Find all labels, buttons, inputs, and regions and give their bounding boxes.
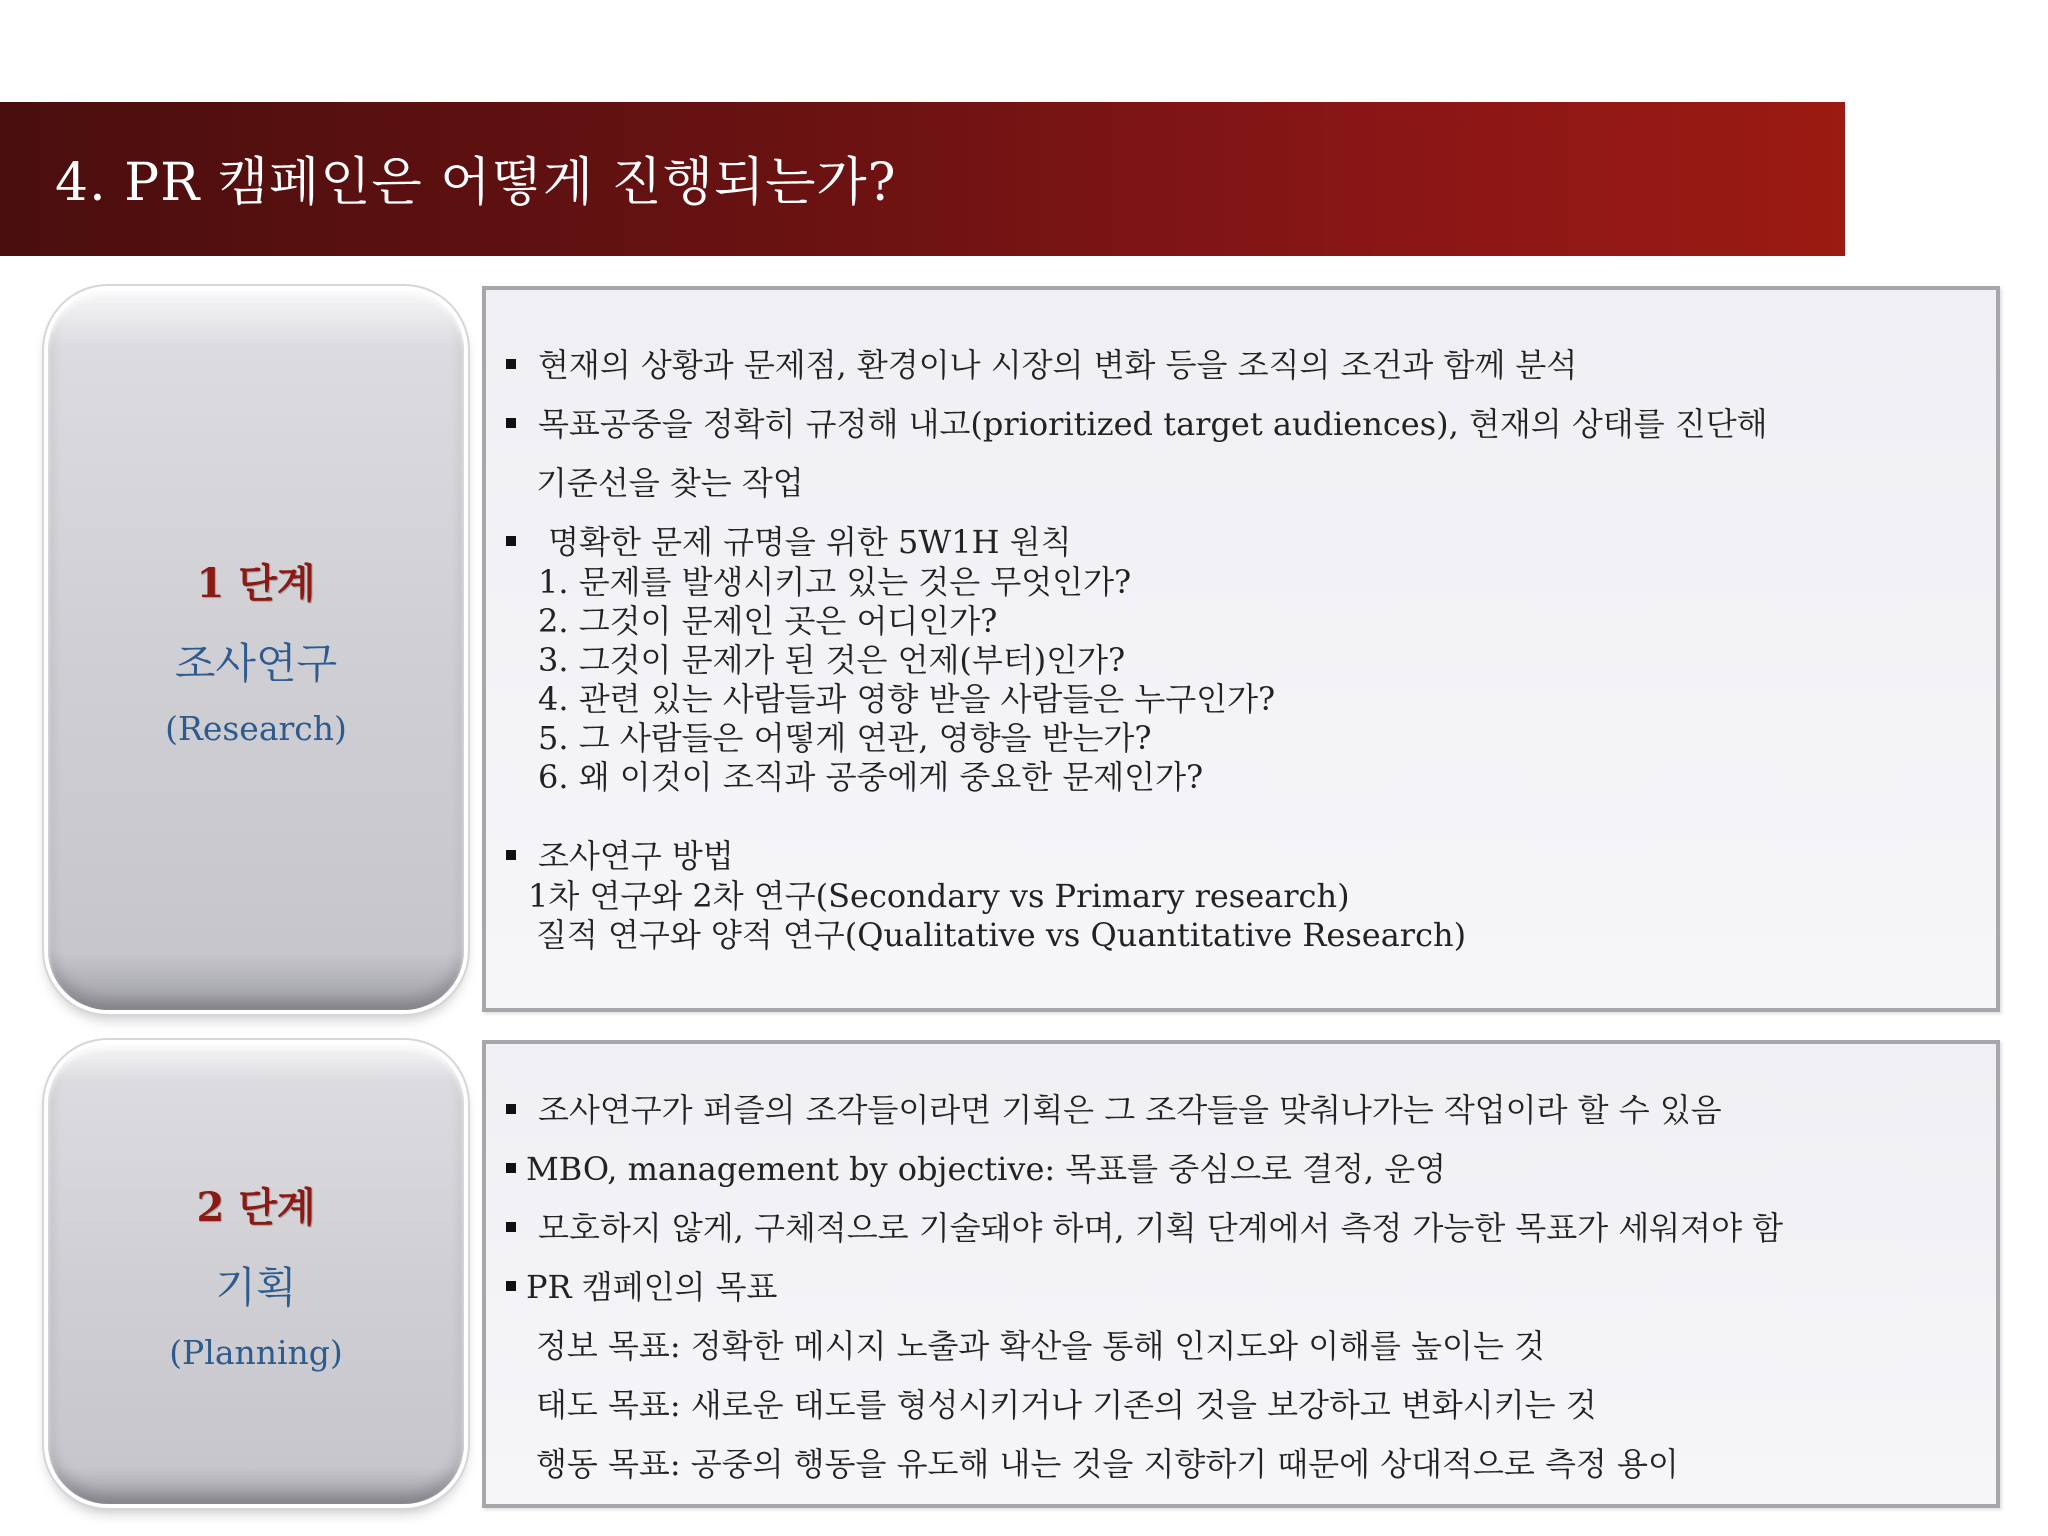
stage-2-name-english: (Planning) [169, 1333, 343, 1372]
stage-2-objective-line: 태도 목표: 새로운 태도를 형성시키거나 기존의 것을 보강하고 변화시키는 것 [536, 1386, 1597, 1424]
stage-1-name-english: (Research) [165, 709, 347, 748]
stage-2-objective-line: 행동 목표: 공중의 행동을 유도해 내는 것을 지향하기 때문에 상대적으로 측정 용이 [536, 1445, 1679, 1483]
stage-2-label-box [48, 1044, 464, 1504]
stage-1-numbered-item: 5. 그 사람들은 어떻게 연관, 영향을 받는가? [538, 719, 1152, 757]
stage-1-numbered-item: 1. 문제를 발생시키고 있는 것은 무엇인가? [538, 563, 1132, 601]
stage-1-name-korean: 조사연구 [174, 639, 338, 688]
stage-1-bullet-line: 목표공중을 정확히 규정해 내고(prioritized target audiences), 현재의 상태를 진단해 [506, 404, 1768, 444]
stage-1-numbered-item: 2. 그것이 문제인 곳은 어디인가? [538, 602, 998, 640]
stage-2-bullet-line: PR 캠페인의 목표 [506, 1267, 777, 1307]
stage-2-bullet-line: 조사연구가 퍼즐의 조각들이라면 기획은 그 조각들을 맞춰나가는 작업이라 할 수 있음 [506, 1090, 1722, 1130]
stage-1-numbered-item: 6. 왜 이것이 조직과 공중에게 중요한 문제인가? [538, 758, 1204, 796]
stage-2-content-box [482, 1040, 2000, 1508]
stage-1-bullet-line: 현재의 상황과 문제점, 환경이나 시장의 변화 등을 조직의 조건과 함께 분석 [506, 345, 1577, 385]
stage-1-label-box [48, 290, 464, 1010]
stage-1-method-line: 질적 연구와 양적 연구(Qualitative vs Quantitative Research) [536, 916, 1467, 954]
stage-1-bullet-line: 조사연구 방법 [506, 836, 734, 876]
stage-2-bullet-line: MBO, management by objective: 목표를 중심으로 결정, 운영 [506, 1149, 1446, 1189]
stage-2-number: 2 단계 [196, 1184, 316, 1231]
stage-1-method-line: 1차 연구와 2차 연구(Secondary vs Primary research) [528, 877, 1350, 915]
title-bar [0, 102, 1845, 256]
stage-1-number: 1 단계 [196, 560, 316, 607]
stage-1-numbered-item: 4. 관련 있는 사람들과 영향 받을 사람들은 누구인가? [538, 680, 1276, 718]
slide-title: 4. PR 캠페인은 어떻게 진행되는가? [55, 153, 897, 213]
stage-2-bullet-line: 모호하지 않게, 구체적으로 기술돼야 하며, 기획 단계에서 측정 가능한 목표가 세워져야 함 [506, 1208, 1783, 1248]
stage-2-objective-line: 정보 목표: 정확한 메시지 노출과 확산을 통해 인지도와 이해를 높이는 것 [536, 1327, 1545, 1365]
stage-2-name-korean: 기획 [215, 1263, 297, 1312]
stage-1-content-box [482, 286, 2000, 1012]
stage-1-bullet-line: 명확한 문제 규명을 위한 5W1H 원칙 [506, 522, 1072, 562]
stage-1-numbered-item: 3. 그것이 문제가 된 것은 언제(부터)인가? [538, 641, 1126, 679]
stage-1-continuation-line: 기준선을 찾는 작업 [536, 464, 804, 502]
